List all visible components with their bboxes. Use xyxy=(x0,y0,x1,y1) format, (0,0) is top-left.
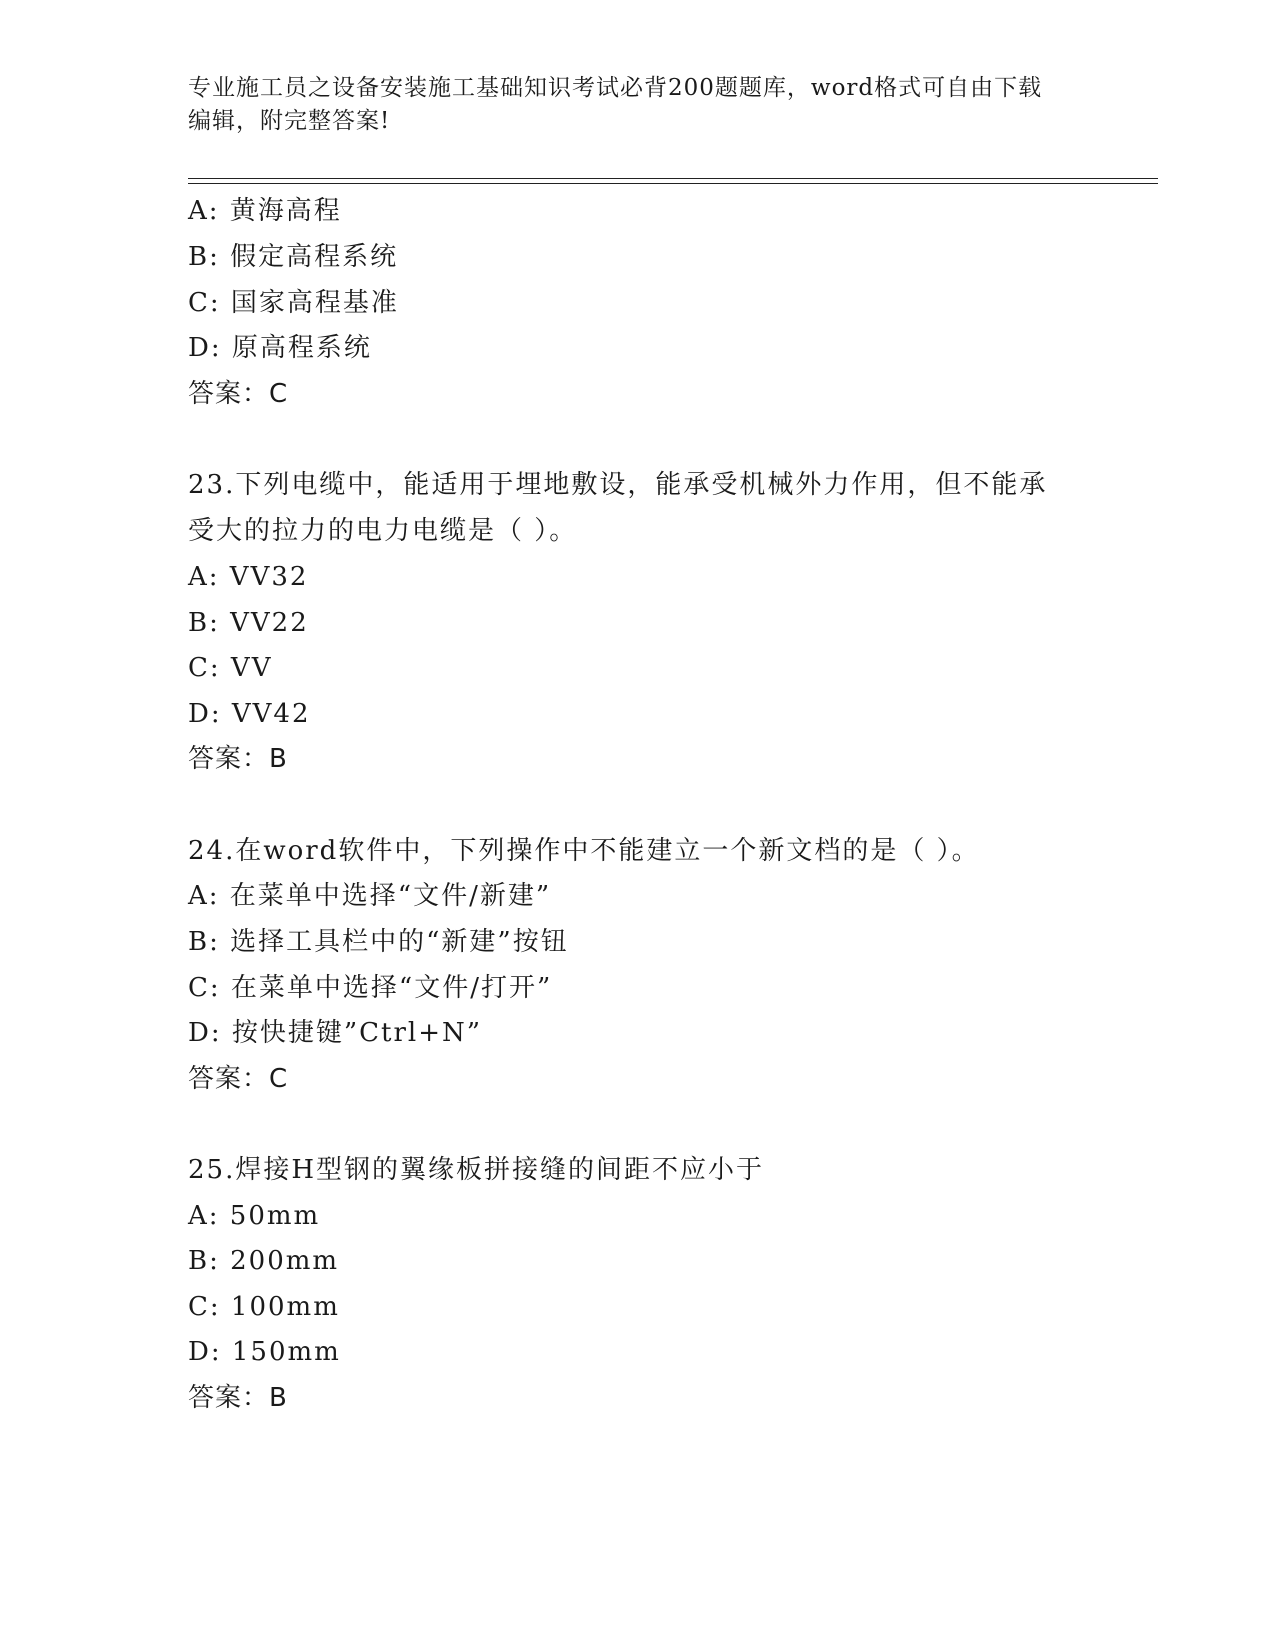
q25-option-a: A: 50mm xyxy=(188,1201,321,1231)
q24-option-d: D: 按快捷键”Ctrl+N” xyxy=(188,1018,483,1048)
header-title-line-2: 编辑，附完整答案! xyxy=(188,108,391,134)
q23-stem-line-1: 23.下列电缆中，能适用于埋地敷设，能承受机械外力作用，但不能承 xyxy=(188,470,1048,500)
q25-stem-line-1: 25.焊接H型钢的翼缘板拼接缝的间距不应小于 xyxy=(188,1155,765,1185)
q25-option-b: B: 200mm xyxy=(188,1246,340,1276)
q24-option-c: C: 在菜单中选择“文件/打开” xyxy=(188,973,553,1003)
header-divider-bottom xyxy=(188,183,1158,184)
q23-option-b: B: VV22 xyxy=(188,608,309,638)
q23-answer: 答案：B xyxy=(188,744,288,774)
q24-option-a: A: 在菜单中选择“文件/新建” xyxy=(188,881,552,911)
q23-option-c: C: VV xyxy=(188,653,273,683)
q23-option-a: A: VV32 xyxy=(188,562,309,592)
q25-answer: 答案：B xyxy=(188,1383,288,1413)
q25-option-c: C: 100mm xyxy=(188,1292,340,1322)
q22-answer: 答案：C xyxy=(188,379,289,409)
q23-stem-line-2: 受大的拉力的电力电缆是（ ）。 xyxy=(188,516,578,546)
q24-answer: 答案：C xyxy=(188,1064,289,1094)
q24-stem-line-1: 24.在word软件中，下列操作中不能建立一个新文档的是（ ）。 xyxy=(188,836,980,866)
q22-option-c: C: 国家高程基准 xyxy=(188,288,399,318)
q24-option-b: B: 选择工具栏中的“新建”按钮 xyxy=(188,927,569,957)
q22-option-b: B: 假定高程系统 xyxy=(188,242,399,272)
q22-option-a: A: 黄海高程 xyxy=(188,196,342,226)
document-header xyxy=(188,72,1088,138)
q23-option-d: D: VV42 xyxy=(188,699,311,729)
q25-option-d: D: 150mm xyxy=(188,1337,341,1367)
q22-option-d: D: 原高程系统 xyxy=(188,333,372,363)
header-title-line-1: 专业施工员之设备安装施工基础知识考试必背200题题库，word格式可自由下载 xyxy=(188,75,1043,101)
header-divider-top xyxy=(188,178,1158,179)
